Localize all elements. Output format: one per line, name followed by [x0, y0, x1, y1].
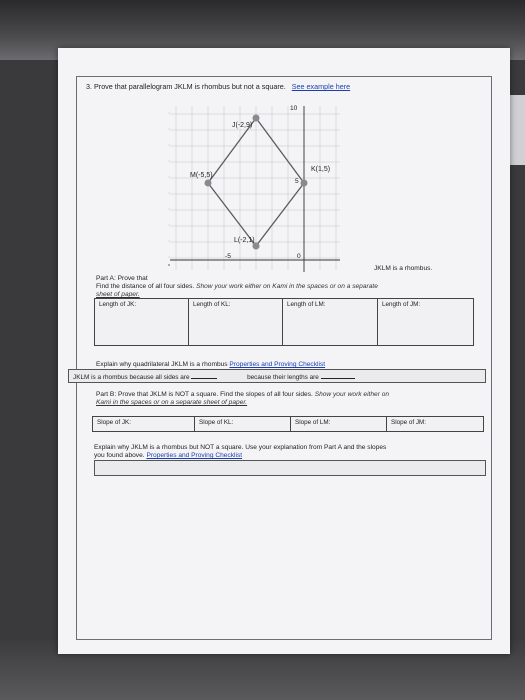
- label-k: K(1,5): [311, 166, 331, 173]
- label-l: L(-2,1): [234, 237, 255, 244]
- explain-b-text-2-line: [94, 452, 242, 459]
- length-jk-cell[interactable]: [95, 299, 189, 345]
- explain-a-left: JKLM is a rhombus because all sides are: [73, 374, 190, 381]
- example-link[interactable]: See example here: [291, 82, 351, 91]
- length-lm-cell[interactable]: [283, 299, 378, 345]
- part-b-slopes-table: [92, 416, 484, 432]
- part-a-instruction-main: Find the distance of all four sides.: [96, 283, 195, 290]
- label-j: J(-2,9): [232, 122, 253, 129]
- slope-jm-cell[interactable]: [387, 417, 483, 431]
- tick-origin: 0: [297, 253, 301, 260]
- part-a-instruction-italic-2: sheet of paper.: [96, 291, 140, 298]
- explain-b-text: Explain why JKLM is a rhombus but NOT a square. Use your explanation from Part A and the slopes: [94, 444, 387, 451]
- slope-lm-cell[interactable]: [291, 417, 387, 431]
- worksheet-page: [58, 48, 510, 654]
- properties-checklist-link-a[interactable]: Properties and Proving Checklist: [229, 361, 326, 368]
- length-jm-cell[interactable]: [378, 299, 473, 345]
- explain-a-blank-1[interactable]: [191, 373, 217, 379]
- slope-kl-cell[interactable]: [195, 417, 291, 431]
- part-a-instruction: [96, 283, 378, 290]
- part-a-lengths-table: [94, 298, 474, 346]
- part-b-italic-a: Show your work either on: [314, 391, 390, 398]
- explain-a-blank-2[interactable]: [321, 373, 355, 379]
- part-a-suffix: JKLM is a rhombus.: [374, 265, 433, 272]
- tick-y10: 10: [290, 105, 298, 112]
- length-jk-label: Length of JK:: [99, 301, 137, 308]
- slope-kl-label: Slope of KL:: [199, 419, 234, 426]
- part-b-text: [96, 391, 389, 398]
- slope-jk-label: Slope of JK:: [97, 419, 131, 426]
- graph-overlay: [58, 48, 510, 288]
- question-number: 3.: [86, 82, 92, 91]
- part-a-prefix: Part A: Prove that: [96, 275, 148, 282]
- part-a-instruction-italic: Show your work either on Kami in the spaces or on a separate: [196, 283, 378, 290]
- part-b-italic-b: Kami in the spaces or on a separate sheet of paper.: [96, 399, 248, 406]
- tick-y5: 5: [295, 178, 299, 185]
- length-kl-cell[interactable]: [189, 299, 283, 345]
- length-kl-label: Length of KL:: [193, 301, 231, 308]
- explain-a-prompt: Explain why quadrilateral JKLM is a rhombus: [96, 361, 228, 368]
- question-text: Prove that parallelogram JKLM is rhombus but not a square.: [94, 82, 286, 91]
- explain-a-right: because their lengths are: [247, 374, 319, 381]
- slope-jm-label: Slope of JM:: [391, 419, 426, 426]
- label-m: M(-5,5): [190, 172, 213, 179]
- explain-a-answer-row[interactable]: [68, 369, 486, 383]
- slope-jk-cell[interactable]: [93, 417, 195, 431]
- explain-b-text-2: you found above.: [94, 452, 145, 459]
- tick-x-neg5: -5: [225, 253, 231, 260]
- explain-b-answer-box[interactable]: [94, 460, 486, 476]
- length-lm-label: Length of LM:: [287, 301, 326, 308]
- length-jm-label: Length of JM:: [382, 301, 421, 308]
- part-b-prompt: Part B: Prove that JKLM is NOT a square. Find the slopes of all four sides.: [96, 391, 313, 398]
- properties-checklist-link-b[interactable]: Properties and Proving Checklist: [146, 452, 243, 459]
- slope-lm-label: Slope of LM:: [295, 419, 331, 426]
- explain-a-text: [96, 361, 325, 368]
